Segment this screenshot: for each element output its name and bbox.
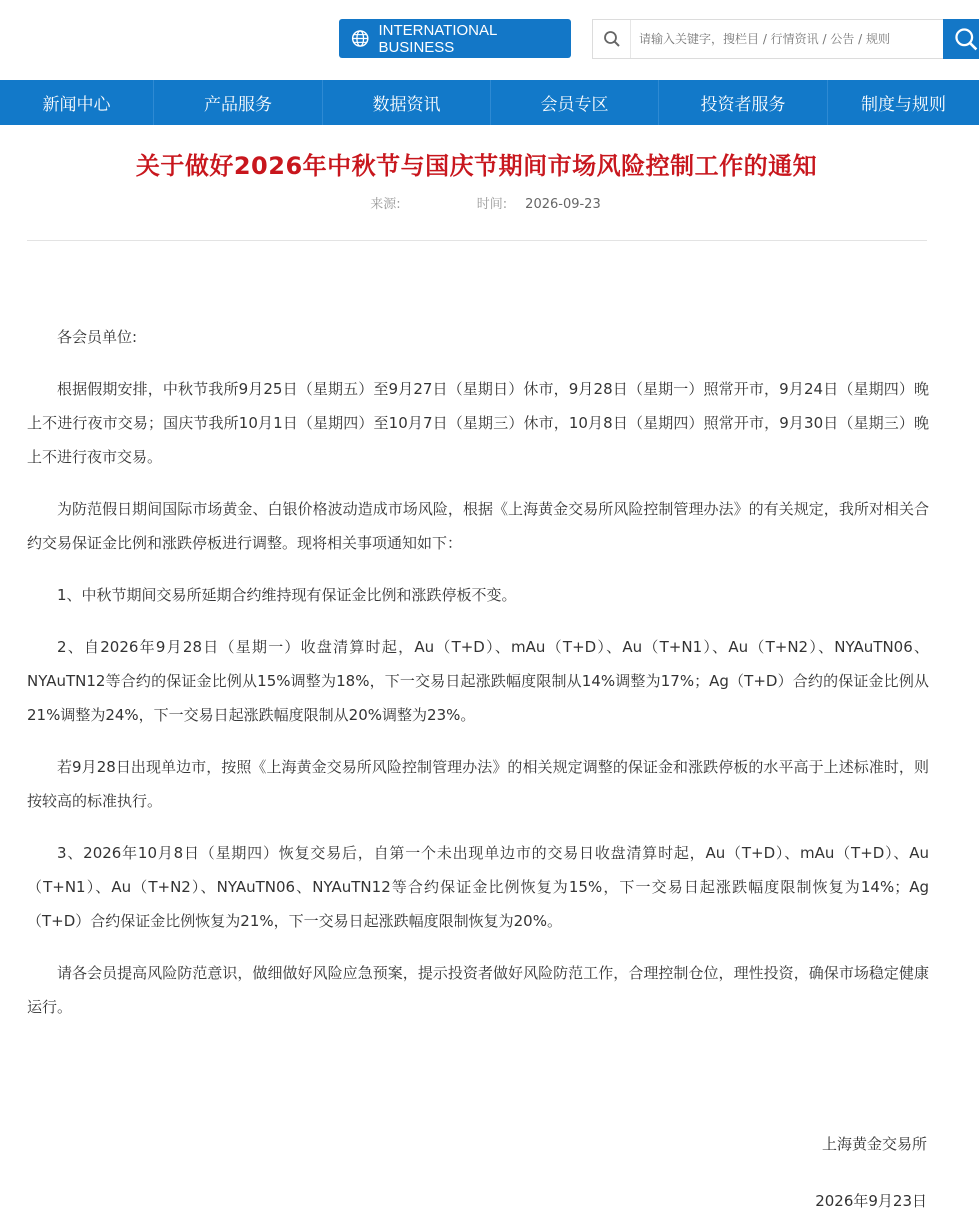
article-meta — [0, 193, 953, 212]
search-icon — [953, 24, 979, 54]
time-label: 时间: — [476, 197, 508, 212]
time-meta — [459, 197, 601, 212]
search-icon — [593, 20, 631, 58]
top-header — [0, 0, 979, 80]
article-title: 关于做好2026年中秋节与国庆节期间市场风险控制工作的通知 — [135, 152, 818, 180]
paragraph: 若9月28日出现单边市，按照《上海黄金交易所风险控制管理办法》的相关规定调整的保证金和涨跌停板的水平高于上述标准时，则按较高的标准执行。 — [27, 758, 929, 810]
paragraph-salutation: 各会员单位: — [57, 328, 138, 346]
source-label: 来源: — [370, 197, 401, 212]
article-body — [27, 320, 929, 1042]
paragraph: 请各会员提高风险防范意识，做细做好风险应急预案，提示投资者做好风险防范工作，合理控制仓位，理性投资，确保市场稳定健康运行。 — [27, 964, 929, 1016]
search-input[interactable] — [631, 21, 943, 57]
nav-item-members[interactable]: 会员专区 — [491, 80, 659, 125]
paragraph: 2、自2026年9月28日（星期一）收盘清算时起，Au（T+D）、mAu（T+D）、Au（T+N1）、Au（T+N2）、NYAuTN06、NYAuTN12等合约的保证金比例从15%调整为18%，下一交易日起涨跌幅度限制从14%调整为17%；Ag（T+D）合约的保证金比例从21%调整为24%，下一交易日起涨跌幅度限制从20%调整为23%。 — [27, 638, 929, 724]
international-business-label: INTERNATIONAL BUSINESS — [378, 21, 497, 56]
main-nav — [0, 80, 979, 125]
paragraph: 为防范假日期间国际市场黄金、白银价格波动造成市场风险，根据《上海黄金交易所风险控制管理办法》的有关规定，我所对相关合约交易保证金比例和涨跌停板进行调整。现将相关事项通知如下： — [27, 500, 929, 552]
nav-item-data[interactable]: 数据资讯 — [323, 80, 491, 125]
signature-date: 2026年9月23日 — [815, 1192, 927, 1210]
globe-icon — [351, 29, 369, 48]
search-button[interactable] — [943, 19, 979, 59]
paragraph: 1、中秋节期间交易所延期合约维持现有保证金比例和涨跌停板不变。 — [57, 586, 517, 604]
nav-item-products[interactable]: 产品服务 — [154, 80, 323, 125]
nav-item-investors[interactable]: 投资者服务 — [659, 80, 828, 125]
signature-org: 上海黄金交易所 — [821, 1135, 927, 1153]
paragraph: 根据假期安排，中秋节我所9月25日（星期五）至9月27日（星期日）休市，9月28日（星期一）照常开市，9月24日（星期四）晚上不进行夜市交易；国庆节我所10月1日（星期四）至10月7日（星期三）休市，10月8日（星期四）照常开市，9月30日（星期三）晚上不进行夜市交易。 — [27, 380, 929, 466]
title-divider — [27, 240, 927, 241]
paragraph: 3、2026年10月8日（星期四）恢复交易后，自第一个未出现单边市的交易日收盘清算时起，Au（T+D）、mAu（T+D）、Au（T+N1）、Au（T+N2）、NYAuTN06、NYAuTN12等合约保证金比例恢复为15%，下一交易日起涨跌幅度限制恢复为14%；Ag（T+D）合约保证金比例恢复为21%，下一交易日起涨跌幅度限制恢复为20%。 — [27, 844, 929, 930]
international-business-button[interactable] — [339, 19, 571, 58]
search-box — [592, 19, 944, 59]
nav-item-news[interactable]: 新闻中心 — [0, 80, 154, 125]
time-value: 2026-09-23 — [525, 197, 601, 212]
source-meta — [352, 197, 418, 212]
nav-item-rules[interactable]: 制度与规则 — [861, 95, 946, 115]
